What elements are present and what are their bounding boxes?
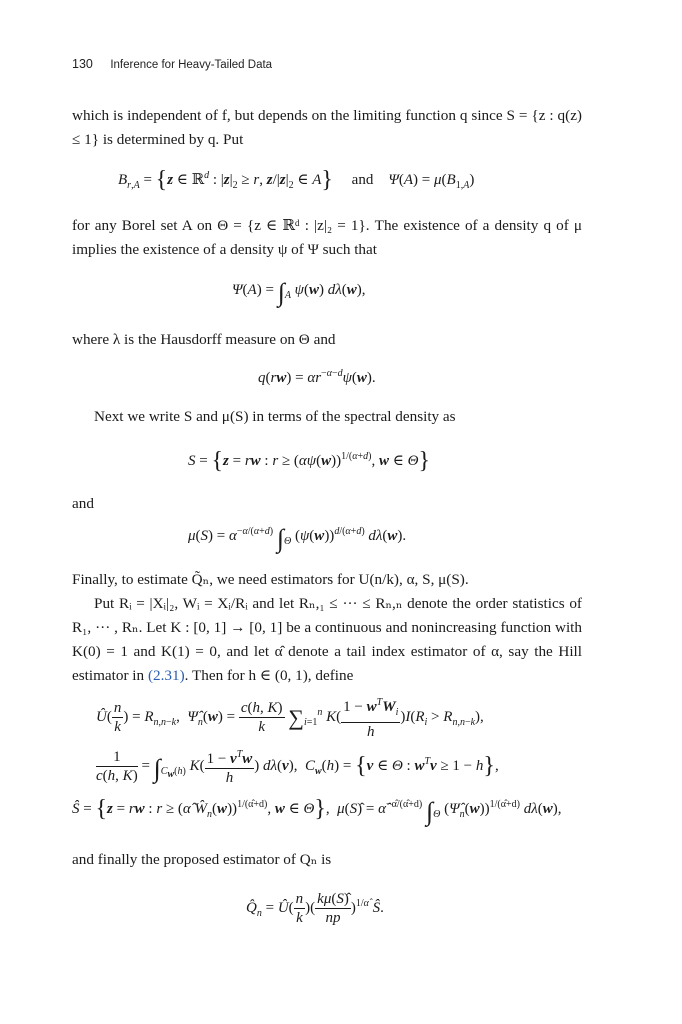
page-number: 130 (72, 57, 93, 71)
paragraph-1: which is independent of f, but depends on the limiting function q since S = {z : q(z) ≤ 1} is determined by q. Put (72, 107, 582, 148)
paragraph-5: and (72, 495, 94, 512)
equation-u-hat: Û( $\frac{n}{k}$ ) = $R_{n,n-k}$, $\Psî_n(w)$ = $\frac{c(h, K)}{k}$ $\sum_{i=1}^n$ K( $\frac{1 - w^TW_i}{h}$ )$I(R_i > R_{n,n-k})$, (96, 694, 484, 741)
equation-mu-s: $\mu(S) = \alpha^{-\alpha/(\alpha+d)}$ $\int_\Theta$ $(\psi(w))^{d/(\alpha+d)}$ dλ(w). (188, 524, 407, 553)
and-word: and (351, 172, 374, 188)
paragraph-2: for any Borel set A on Θ = {z ∈ ℝᵈ : |z|₂ = 1}. The existence of a density q of μ implies the existence of a density ψ of Ψ such that (72, 217, 582, 258)
paragraph-3: where λ is the Hausdorff measure on Θ and (72, 331, 336, 348)
paragraph-7-post: . Then for h ∈ (0, 1), define (184, 667, 354, 684)
paragraph-7 (72, 592, 582, 688)
equation-c-h-k: $\frac{1}{c(h, K)}$ = $\int_{C_w(h)}$ K( $\frac{1 - v^Tw}{h}$ ) dλ(v), $C_w(h) = \{v$ ∈ Θ : $w^Tv \ge 1 - h$}, (96, 746, 499, 787)
equation-b-set: $B_{r,A} = \{z$ ∈ ℝ$^d$ : $|z|_2 \ge r$, $z/|z|_2$ ∈ A} and $\Psi(A) = \mu(B_{1,A})$ (118, 167, 475, 193)
equation-s-hat: Ŝ = {z = rw : r ≥ (α̂ $Ŵ_n(w))^{1/(\alphâ+d)}$, w ∈ Θ}, μ(S)̂ = α̂$^{-\alphâ/(\alphâ+d)}$ $\int_\Theta$ $(\Psî_n(w))^{1/(\alphâ+d)}$ dλ(w), (72, 796, 562, 826)
running-header (72, 57, 272, 71)
paragraph-4: Next we write S and μ(S) in terms of the spectral density as (94, 408, 456, 425)
paragraph-8: and finally the proposed estimator of Qₙ is (72, 851, 332, 868)
equation-psi-density: $\Psi(A) = \int_A$ ψ(w) dλ(w), (232, 278, 366, 307)
equation-s-set: S = {z = rw : $r \ge (\alpha\psi(w))^{1/(\alpha+d)}$, w ∈ Θ} (188, 448, 430, 474)
paragraph-7-pre: Put Rᵢ = |Xᵢ|₂, Wᵢ = Xᵢ/Rᵢ and let Rₙ,₁ ≤ ··· ≤ Rₙ,ₙ denote the order statistics of R₁, ··· , Rₙ. Let K : [0, 1] → [0, 1] be a continuous and nonincreasing function with K(0) = 1 and K(1) = 0, and let α̂ denote a tail index estimator of α, say the Hill estimator in (72, 595, 582, 684)
running-title: Inference for Heavy-Tailed Data (110, 59, 273, 71)
paragraph-6: Finally, to estimate Q̃ₙ, we need estimators for U(n/k), α, S, μ(S). (72, 571, 469, 588)
equation-q-density: $q(rw) = \alpha r^{-\alpha-d}\psi(w)$. (258, 368, 376, 386)
equation-q-hat: $Q̂_n$ = Û( $\frac{n}{k}$ )( $\frac{k\mu(S)̂}{np}$ )$^{1/\alphâ}$ Ŝ. (246, 891, 384, 926)
equation-reference-link[interactable]: (2.31) (147, 667, 185, 684)
